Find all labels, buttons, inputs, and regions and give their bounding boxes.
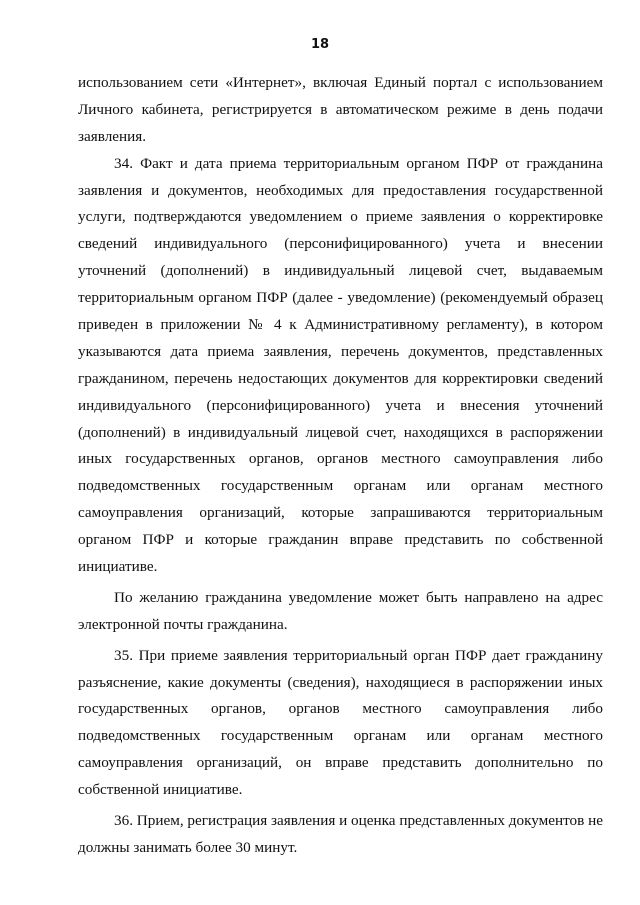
text-line: уточнений (дополнений) в индивидуальный лицевой счет, выдаваемым <box>78 262 603 280</box>
text-line: гражданином, перечень недостающих документов для корректировки сведений <box>78 369 603 387</box>
text-line: заявления и документов, необходимых для предоставления государственной <box>78 181 603 199</box>
text-line: государственных органов, органов местного самоуправления либо <box>78 700 603 718</box>
text-line: органом ПФР и которые гражданин вправе представить по собственной <box>78 531 603 549</box>
text-line: 36. Прием, регистрация заявления и оценка представленных документов не <box>114 812 603 830</box>
text-line: инициативе. <box>78 558 158 576</box>
text-line: подведомственных государственным органам или органам местного <box>78 727 603 745</box>
text-line: разъяснение, какие документы (сведения), находящиеся в распоряжении иных <box>78 673 603 691</box>
page-number: 18 <box>310 37 330 52</box>
text-line: (дополнений) в индивидуальный лицевой счет, находящихся в распоряжении <box>78 423 603 441</box>
paragraph-notification <box>78 585 603 639</box>
text-line: собственной инициативе. <box>78 781 243 799</box>
document-body <box>78 70 603 862</box>
paragraph-36 <box>78 808 603 862</box>
text-line: 35. При приеме заявления территориальный орган ПФР дает гражданину <box>114 646 603 664</box>
text-line: приведен в приложении № 4 к Административному регламенту), в котором <box>78 316 603 334</box>
text-line: 34. Факт и дата приема территориальным органом ПФР от гражданина <box>114 154 603 172</box>
text-line: должны занимать более 30 минут. <box>78 838 298 856</box>
text-line: заявления. <box>78 127 147 145</box>
text-line: сведений индивидуального (персонифицированного) учета и внесении <box>78 235 603 253</box>
paragraph-34 <box>78 151 603 581</box>
text-line: подведомственных государственным органам или органам местного <box>78 477 603 495</box>
text-line: индивидуального (персонифицированного) учета и внесения уточнений <box>78 396 603 414</box>
paragraph-continuation <box>78 70 603 151</box>
text-line: Личного кабинета, регистрируется в автоматическом режиме в день подачи <box>78 100 603 118</box>
paragraph-35 <box>78 643 603 804</box>
text-line: услуги, подтверждаются уведомлением о приеме заявления о корректировке <box>78 208 603 226</box>
text-line: иных государственных органов, органов местного самоуправления либо <box>78 450 603 468</box>
text-line: самоуправления организаций, которые запрашиваются территориальным <box>78 504 603 522</box>
text-line: указываются дата приема заявления, перечень документов, представленных <box>78 342 603 360</box>
text-line: самоуправления организаций, он вправе представить дополнительно по <box>78 754 603 772</box>
text-line: По желанию гражданина уведомление может быть направлено на адрес <box>114 588 603 606</box>
text-line: электронной почты гражданина. <box>78 615 288 633</box>
text-line: территориальным органом ПФР (далее - уведомление) (рекомендуемый образец <box>78 289 603 307</box>
text-line: использованием сети «Интернет», включая Единый портал с использованием <box>78 74 603 91</box>
